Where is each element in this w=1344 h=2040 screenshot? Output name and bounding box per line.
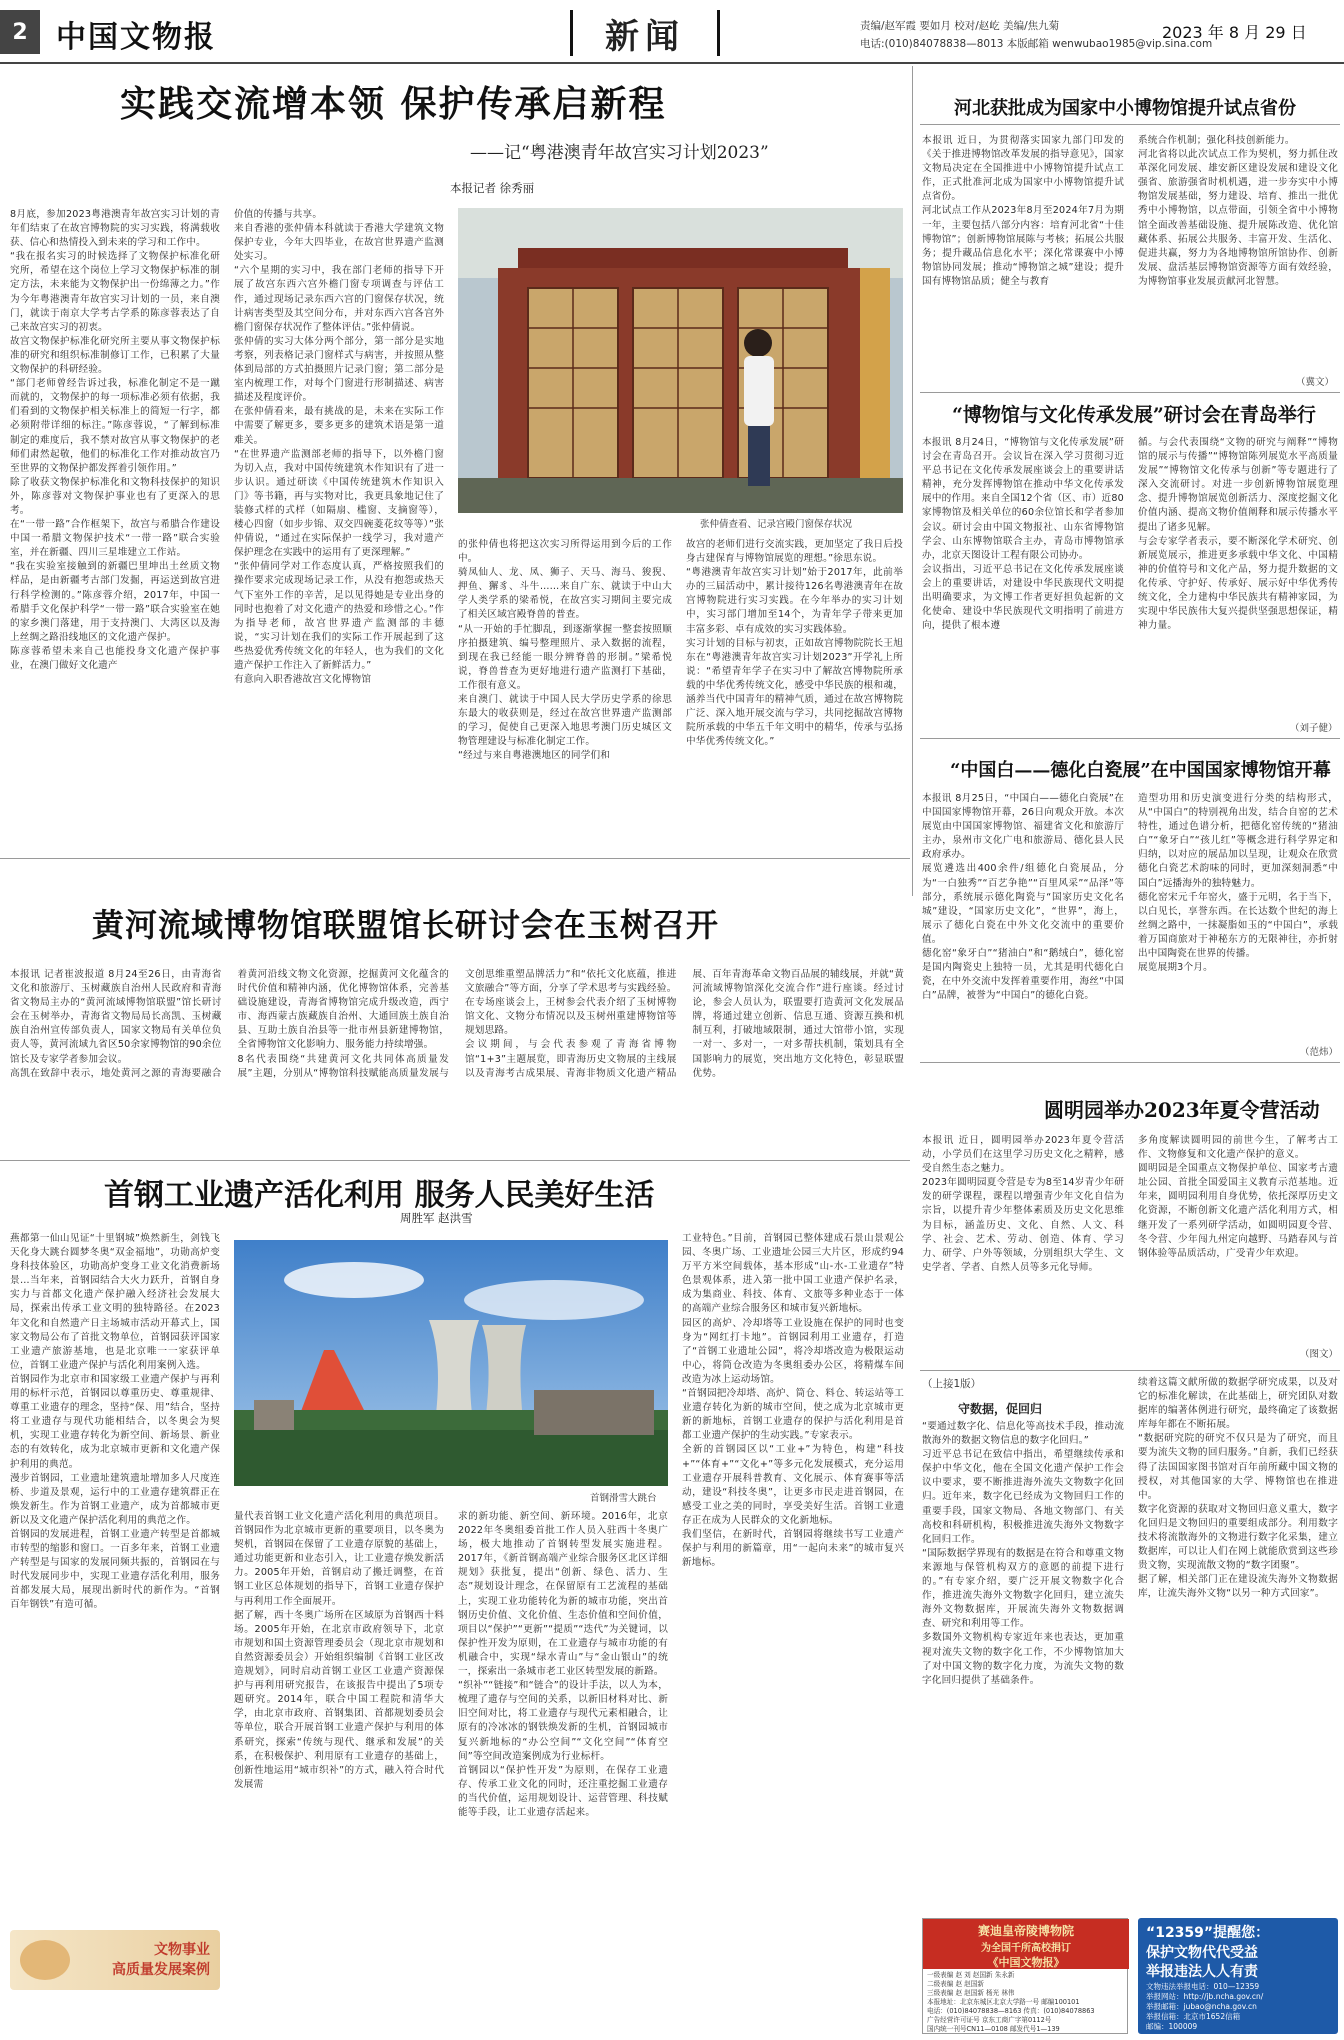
- ad-left-details: 一级表编 赵 刘 赵国新 朱永新 二级表编 赵 赵国新 三级表编 赵 赵国新 杨光 林伟 本报地址：北京东城区北京大学路一号 邮编100101 电话：(010)84078838—8163 传真：(010)84078863 广告经营许可证号 京东工商广字第0112号 国内统一刊号CN11—0108 邮发代号1—139: [927, 1971, 1095, 2033]
- right2-title: “博物馆与文化传承发展”研讨会在青岛举行: [952, 404, 1316, 426]
- ad-right-details: 文物违法举报电话：010—12359 举报网站：http://jb.ncha.gov.cn/ 举报邮箱：jubao@ncha.gov.cn 举报信箱：北京市1652信箱 邮编：100009: [1146, 1982, 1264, 2031]
- article1-col2: 价值的传播与共享。 来自香港的张仲倩本科就读于香港大学建筑文物保护专业，今年大四毕业，在故宫世界遗产监测处实习。 “六个星期的实习中，我在部门老师的指导下开展了故宫东西六宫外檐门窗专项调查与评估工作，通过现场记录东西六宫的门窗保存状况，统计病害类型及其空间分布，并对东西六宫各宫外檐门窗保存状况作了整体评估。”张仲倩说。 张仲倩的实习大体分两个部分，第一部分是实地考察，列表格记录门窗样式与病害，并按照从整体到局部的方式拍摄照片记录门窗；第二部分是室内梳理工作，对每个门窗进行形制描述、病害描述及程度评价。 在张仲倩看来，最有挑战的是，未来在实际工作中需要了解更多，要多更多的建筑术语是第一道难关。 “在世界遗产监测部老师的指导下，以外檐门窗为切入点，我对中国传统建筑木作知识有了进一步认识。通过研读《中国传统建筑木作知识入门》等书籍，再与实物对比，我更具象地记住了装修式样的式样（如隔扇、槛窗、支摘窗等），楼心四窗（如步步锦、双交四碗菱花纹等等）”张仲倩说，“通过在实际保护一线学习，我对遗产保护理念在实践中的运用有了更深理解。” “张仲倩同学对工作态度认真，严格按照我们的操作要求完成现场记录工作，从没有抱怨或热天气下室外工作的辛苦，足以见得她是专业出身的同时也抱着了对文化遗产的热爱和珍惜之心。”作为指导老师，故宫世界遗产监测部的丰德说，“实习计划在我们的实际工作开展起到了这些热爱优秀传统文化的年轻人，也为我们的文化遗产保护工作注入了新鲜活力。” 有意向入职香港故宫文化博物馆: [234, 209, 444, 686]
- article1-photo-caption: 张仲倩查看、记录宫殿门窗保存状况: [700, 519, 853, 530]
- right1-col1: 本报讯 近日，为贯彻落实国家九部门印发的《关于推进博物馆改革发展的指导意见》，国家文物局决定在全国推进中小博物馆提升试点工作，正式批准河北成为国家中小博物馆提升试点省份。 河北试点工作从2023年8月至2024年7月为期一年，主要包括八部分内容：培育河北省“十佳博物馆”；创新博物馆展陈与考核；拓展公共服务；提升藏品信息化水平；深化常课赛中小博物馆协同发展；推动“博物馆之城”建设；提升国有博物馆品质；健全与教育: [922, 135, 1124, 287]
- right4-col1: 本报讯 近日，圆明园举办2023年夏令营活动，小学员们在这里学习历史文化之精粹，感受自然生态之魅力。 2023年圆明园夏令营是专为8至14岁青少年研发的研学课程，课程以增强青少年文化自信为宗旨，以提升青少年整体素质及历史文化思维为目标，涵盖历史、文化、自然、人文、科学、社会、艺术、劳动、创造、体育、学习力、研学、户外等领域，分别组织大学生、文史学者、学者、自然人员等多元化导师。: [922, 1135, 1124, 1273]
- section-title: 新闻: [570, 10, 720, 56]
- article2-body: 本报讯 记者崔波报道 8月24至26日，由青海省文化和旅游厅、玉树藏族自治州人民政府和青海省文物局主办的“黄河流域博物馆联盟”馆长研讨会在玉树举办，青海省文物局局长高凯、玉树藏族自治州宣传部负责人，国家文物局有关单位负责人等，黄河流域九省区50余家博物馆的90余位馆长及专家学者参加会议。 高凯在致辞中表示，地处黄河之源的青海要融合着黄河沿线文物文化资源，挖掘黄河文化蕴含的时代价值和精神内涵，优化博物馆体系，完善基础设施建设，青海省博物馆完成升级改造，西宁市、海西蒙古族藏族自治州、大通回族土族自治县、互助土族自治县等一批市州县新建博物馆，全省博物馆文化影响力、服务能力持续增强。 8名代表围绕“共建黄河文化共同体高质量发展”主题，分别从“博物馆科技赋能高质量发展与文创思维重塑品牌活力”和“依托文化底蕴，推进文旅融合”等方面，分享了学术思考与实践经验。在专场座谈会上，王树参会代表介绍了玉树博物馆文化、文物分布情况以及玉树州重建博物馆等规划思路。 会议期间，与会代表参观了青海省博物馆“1+3”主题展览，即青海历史文物展的主线展以及青海考古成果展、青海非物质文化遗产精品展、百年青海革命文物百品展的辅线展，并就“黄河流域博物馆深化交流合作”进行座谈。经过讨论，参会人员认为，联盟要打造黄河文化发展品牌，将通过建立创新、信息互通、资源互换和机制互利，打破地域限制，通过大馆带小馆，实现一对一、多对一，一对多帮扶机制，策划具有全国影响力的展览，突出地方文化特色，彰显联盟优势。: [10, 969, 904, 1079]
- badge-emblem-icon: [20, 1940, 70, 1980]
- right4-title: 圆明园举办2023年夏令营活动: [1044, 1098, 1320, 1122]
- continued-col1: “要通过数字化、信息化等高技术手段，推动流散海外的数据文物信息的数字化回归。” 习近平总书记在致信中指出，希望继续传承和保护中华文化，他在全国文化遗产保护工作会议中要求，要不断推进海外流失文物数字化回归。近年来，数字化已经成为文物回归工作的重要手段，国家文物局、各地文物部门、有关高校和科研机构，积极推进流失海外文物数字化回归工作。 “国际数据学界现有的数据是在符合和尊重文物来源地与保管机构双方的意愿的前提下进行的。”有专家介绍，要广泛开展文物数字化合作，推进流失海外文物数字化回归，建立流失海外文物数据库，开展流失海外文物数据调查、研究和利用等工作。 多数国外文物机构专家近年来也表达，更加重视对流失文物的数字化工作，不少博物馆加大了对中国文物的数字化力度，为流失文物的数字化回归提供了基础条件。: [922, 1421, 1124, 1686]
- ad-left-banner: [923, 1919, 1129, 1969]
- right2-bottom-rule: [920, 738, 1340, 739]
- right4-col2: 多角度解读圆明园的前世今生，了解考古工作、文物修复和文化遗产保护的意义。 圆明园是全国重点文物保护单位、国家考古遗址公园、首批全国爱国主义教育示范基地。近年来，圆明园利用自身优势，依托深厚历史文化资源，不断创新文化遗产活化利用方式，相继开发了一系列研学活动，如圆明园夏令营、冬令营、少年闯九州定向越野、马踏春风与首钢体验等品质活动，广受青少年欢迎。: [1138, 1135, 1338, 1259]
- ad-left-line2: 为全国千所高校捐订: [981, 1943, 1071, 1954]
- article2-top-rule: [0, 858, 910, 859]
- article1-col3: 的张仲倩也将把这次实习所得运用到今后的工作中。 骑凤仙人、龙、凤、狮子、天马、海马、狻猊、押鱼、獬豸、斗牛……来自广东、就读于中山大学人类学系的梁希悦，在故宫实习期间主要完成了相关区域宫殿脊兽的普查。 “从一开始的手忙脚乱，到逐渐掌握一整套按照顺序拍摄建筑、编号整理照片、录入数据的流程，到现在我已经能一眼分辨脊兽的形制。”梁希悦说，脊兽普查为更好地进行遗产监测打下基础，工作很有意义。 来自澳门、就读于中国人民大学历史学系的徐思东最大的收获则是，经过在故宫世界遗产监测部的学习，促使自己更深入地思考澳门历史城区文物管理建设与标准化制定工作。 “经过与来自粤港澳地区的同学们和: [458, 539, 672, 762]
- article3-byline: 周胜军 赵洪雪: [400, 1211, 473, 1225]
- right1-col2: 系统合作机制；强化科技创新能力。 河北省将以此次试点工作为契机，努力抓住改革深化同发展、雄安新区建设发展和建设文化强省、旅游强省时机机遇，进一步夯实中小博物馆发展基础，努力建设、培育、推出一批优秀中小博物馆，以点带面，引领全省中小博物馆全面改善基础设施、提升展陈改造、优化馆藏体系、拓展公共服务、丰富开发、生活化、促进共赢，努力为各地博物馆所馆协作、创新发展、盘活基层博物馆资源等方面有效经验，为博物馆事业发展贡献河北智慧。: [1138, 135, 1338, 287]
- article2-title: 黄河流域博物馆联盟馆长研讨会在玉树召开: [92, 906, 720, 944]
- ad-left-line1: 赛迪皇帝陵博物院: [977, 1924, 1074, 1938]
- right1-signoff: （冀文）: [1296, 377, 1335, 388]
- continued-col2: 续着这篇文献所做的数据学研究成果，以及对它的标准化解读，在此基础上，研究团队对数据库的编著体例进行研究，最终确定了该数据库每年都在不断拓展。 “数据研究院的研究不仅只是为了研究，而且要为流失文物的回归服务。”自新，我们已经获得了法国国家图书馆对百年前所藏中国文物的授权，对其他国家的大学、博物馆也在推进中。 数字化资源的获取对文物回归意义重大，数字化回归是文物回归的重要组成部分。利用数字技术将流散海外的文物进行数字化采集，建立数据库，可以让人们在网上就能欣赏到这些珍贵文物，实现流散文物的“数字团聚”。 据了解，相关部门正在建设流失海外文物数据库，让流失海外文物“以另一种方式回家”。: [1138, 1377, 1338, 1600]
- right3-title: “中国白——德化白瓷展”在中国国家博物馆开幕: [950, 760, 1331, 781]
- article3-photo-caption: 首钢滑雪大跳台: [590, 1493, 657, 1504]
- ad-left: [922, 1918, 1128, 2034]
- masthead-rule: [0, 62, 1344, 64]
- column-divider: [912, 66, 913, 896]
- paper-name-logo: 中国文物报: [56, 20, 216, 55]
- right4-signoff: （图文）: [1300, 1349, 1339, 1360]
- right2-signoff: （刘子健）: [1290, 723, 1338, 734]
- right3-signoff: （范炜）: [1300, 1047, 1339, 1058]
- ad-right-line1: 保护文物代代受益: [1146, 1945, 1258, 1961]
- right2-col1: 本报讯 8月24日，“博物馆与文化传承发展”研讨会在青岛召开。会议旨在深入学习贯彻习近平总书记在文化传承发展座谈会上的重要讲话精神，充分发挥博物馆在推动中华文化传承发展中的作用。来自全国12个省（区、市）近80家博物馆及相关单位的60余位馆长和学者参加会议。研讨会由中国文物报社、山东省博物馆学会、山东博物馆联合主办，青岛市博物馆承办，北京天图设计工程有限公司协办。 会议指出，习近平总书记在文化传承发展座谈会上的重要讲话，对建设中华民族现代文明提出明确要求，为文博工作者更好担负起新的文化使命、建设中华民族现代文明指明了前进方向，提供了根本遵: [922, 437, 1124, 632]
- article3-col2: 量代表首钢工业文化遗产活化利用的典范项目。首钢园作为北京城市更新的重要项目，以冬奥为契机，首钢园在保留了工业遗存原貌的基础上，通过功能更新和业态引入，让工业遗存焕发新活力。2005年开始，首钢启动了搬迁调整，在首钢工业区总体规划的指导下，首钢工业遗存保护与再利用工作全面展开。 据了解，西十冬奥广场所在区域原为首钢西十料场。2005年开始，在北京市政府领导下，北京市规划和国土资源管理委员会（现北京市规划和自然资源委员会）开始组织编制《首钢工业区改造规划》，同时启动首钢工业区工业遗产资源保护与再利用研究报告，在该报告中提出了5项专题研究。2014年，联合中国工程院和清华大学，由北京市政府、首钢集团、首都规划委员会等单位，联合开展首钢工业遗产保护与利用的体系研究，探索“传统与现代、继承和发展”的关系，在积极保护、利用原有工业遗存的基础上，创新性地运用“城市织补”的方式，融入符合时代发展需: [234, 1511, 444, 1790]
- right3-col1: 本报讯 8月25日，“中国白——德化白瓷展”在中国国家博物馆开幕，26日向观众开放。本次展览由中国国家博物馆、福建省文化和旅游厅主办，泉州市文化广电和旅游局、德化县人民政府承办。 展览遴选出400余件/组德化白瓷展品，分为“一白独秀”“百艺争艳”“百里风采”“品泽”等部分，系统展示德化陶瓷与“国家历史文化名城”建设，“国家历史文化”，“世界”，海上，展示了德化白瓷在中外文化交流中的重要价值。 德化窑“象牙白”“猪油白”和“鹅绒白”，德化窑是国内陶瓷史上独特一员，尤其是明代德化白瓷，在中外交流中发挥着重要作用，海丝“中国白”品牌，被誉为“中国白”的德化白瓷。: [922, 793, 1124, 1002]
- palace-window-illustration: [458, 208, 903, 513]
- article3-col1: 燕都第一仙山见证“十里钢城”焕然新生，剑钱飞天化身大跳台圆梦冬奥“双金福地”，功勋高炉变身科技体验区，功勋高炉变身工业文化消费新场景…当年来，首钢园结合大火力跃升，首钢自身实力与首都文化遗产保护融入经济社会发展大局，探索出传承工业文明的独特路径。在2023年文化和自然遗产日主场城市活动开幕式上，国家文物局公布了首批文物单位，首钢园获评国家工业遗产旅游基地，也是北京唯一一家获评单位，首钢工业遗产保护与活化利用案例入选。 首钢园作为北京市和国家级工业遗产保护与再利用的标杆示范，首钢园以尊重历史、尊重规律、尊重工业遗存的理念，坚持“保、用”结合，坚持将工业遗存与现代功能相结合，以冬奥会为契机，实现工业遗存转化为新空间、新场景、新业态的有效转化，成为北京城市更新和文化遗产保护利用的典范。 漫步首钢园，工业遗址建筑遗址增加多人尺度连桥、步道及景观，运行中的工业遗存建筑群正在焕发新生。作为首钢工业遗产，成为首都城市更新以及文化遗产保护活化利用的典范之作。 首钢园的发展进程，首钢工业遗产转型是首都城市转型的缩影和窗口。一百多年来，首钢工业遗产转型是与国家的发展同频共振的，首钢园在与时代发展同步中，实现工业遗存活化利用，服务首都发展大局，展现出新时代的新作为。“首钢百年钢铁”有造可循。: [10, 1233, 220, 1611]
- continued-label: （上接1版）: [922, 1378, 982, 1390]
- shougang-park-illustration: [234, 1240, 668, 1486]
- article1-title: 实践交流增本领 保护传承启新程: [120, 83, 667, 125]
- article3-col3: 求的新功能、新空间、新环境。2016年，北京2022年冬奥组委首批工作人员入驻西十冬奥广场，极大地推动了首钢转型发展实施进程。2017年，《新首钢高端产业综合服务区北区详细规划》获批复，提出“创新、绿色、活力、生态”规划设计理念，在保留原有工艺流程的基础上，实现工业功能转化为新的城市功能，突出首钢历史价值、文化价值、生态价值和空间价值，项目以“保护”“更新”“提质”“迭代”为关键词，以保护性开发为原则，在工业遗存与城市功能的有机融合中，实现“绿水青山”与“金山银山”的统一，探索出一条城市老工业区转型发展的新路。 “织补”“链接”和“链合”的设计手法，以人为本，梳理了遗存与空间的关系，以新旧材料对比、新旧空间对比，将工业遗存与现代元素相融合，让原有的冷冰冰的钢铁焕发新的生机，首钢园城市复兴新地标的“办公空间”“文化空间”“体育空间”等空间改造案例成为行业标杆。 首钢园以“保护性开发”为原则，在保存工业遗存、传承工业文化的同时，还注重挖掘工业遗存的当代价值，运用规划设计、运营管理、科技赋能等手段，让工业遗存活起来。: [458, 1511, 668, 1818]
- right1-bottom-rule: [920, 392, 1340, 393]
- ad-right-title: “12359”提醒您：: [1146, 1925, 1270, 1941]
- continued-subhead: 守数据，促回归: [958, 1402, 1043, 1416]
- continued-top-rule: [920, 1370, 1340, 1371]
- issue-date: 2023 年 8 月 29 日: [1162, 23, 1307, 42]
- right3-col2: 造型功用和历史演变进行分类的结构形式，从“中国白”的特别视角出发，结合自窑的艺术特性，通过色谱分析，把德化窑传统的“猪油白”“象牙白”“孩儿红”等概念进行科学界定和归纳，以对应的展品加以呈现，让观众在欣赏德化白瓷艺术韵味的同时，更加深刻洞悉“中国白”远播海外的独特魅力。 德化窑宋元千年窑火，盛于元明，名于当下，以白见长，享誉东西。在长达数个世纪的海上丝绸之路中，一抹凝脂如玉的“中国白”，承载着万国商旅对于神秘东方的无限神往，亦折射出中国陶瓷在世界的传播。 展览展期3个月。: [1138, 793, 1338, 974]
- right3-bottom-rule: [920, 1062, 1340, 1063]
- right2-col2: 循。与会代表围绕“文物的研究与阐释”“博物馆的展示与传播”“博物馆陈列展览水平高质量发展”“博物馆文化传承与创新”等专题进行了深入交流研讨。对进一步创新博物馆展览理念、提升博物馆展览创新活力、深度挖掘文化价值内涵、提高文物价值阐释和展示传播水平提出了诸多见解。 与会专家学者表示，要不断深化学术研究、创新展览展示，推进更多承载中华文化、中国精神的价值符号和文化产品，努力提升数据的文化传承、守护好、传承好、展示好中华优秀传统文化，全力建构中华民族共有精神家园，为实现中华民族伟大复兴提供坚强思想保证，精神力量。: [1138, 437, 1338, 632]
- contact-line: 电话:(010)84078838—8013 本版邮箱 wenwubao1985@vip.sina.com: [860, 38, 1213, 50]
- ad-right: [1138, 1918, 1338, 2034]
- page-number: 2: [0, 10, 40, 54]
- article1-subtitle: ——记“粤港澳青年故宫实习计划2023”: [470, 143, 769, 163]
- right1-title: 河北获批成为国家中小博物馆提升试点省份: [954, 98, 1296, 119]
- case-badge-text: 文物事业 高质量发展案例: [112, 1942, 210, 1978]
- article3-col4: 工业特色。”目前，首钢园已整体建成石景山景观公园、冬奥广场、工业遗址公园三大片区，形成约94万平方米空间载体，基本形成“山-水-工业遗存”特色景观体系，进入第一批中国工业遗产保护名录，成为集商业、科技、体育、文旅等多种业态于一体的高端产业综合服务区和城市复兴新地标。 园区的高炉、冷却塔等工业设施在保护的同时也变身为“网红打卡地”。首钢园利用工业遗存，打造了“首钢工业遗址公园”，将冷却塔改造为极限运动中心，将筒仓改造为冬奥组委办公区，将精煤车间改造为冰上运动场馆。 “首钢园把冷却塔、高炉、筒仓、料仓、转运站等工业遗存转化为新的城市空间，使之成为北京城市更新的新地标，首钢工业遗存的保护与活化利用是首都工业遗产保护的生动实践。”专家表示。 全新的首钢园区以“工业+”为特色，构建“科技+”“体育+”“文化+”等多元化发展模式，充分运用工业遗存开展科普教育、文化展示、体育赛事等活动，建设“科技冬奥”，让更多市民走进首钢园，在感受工业之美的同时，享受美好生活。首钢工业遗存正在成为人民群众的文化新地标。 我们坚信，在新时代，首钢园将继续书写工业遗产保护与利用的新篇章，用“一起向未来”的城市复兴新地标。: [682, 1233, 904, 1569]
- ad-right-line2: 举报违法人人有责: [1146, 1964, 1258, 1980]
- editor-credits: 责编/赵军霞 要如月 校对/赵屹 美编/焦九菊: [860, 20, 1060, 32]
- article1-byline: 本报记者 徐秀丽: [450, 181, 535, 195]
- article1-col1: 8月底，参加2023粤港澳青年故宫实习计划的青年们结束了在故宫博物院的实习实践，将满载收获、信心和热情投入到未来的学习和工作中。 “我在报名实习的时候选择了文物保护标准化研究所，希望在这个岗位上学习文物保护标准的制定方法，未来能为文物保护出一份绵薄之力。”作为今年粤港澳青年故宫实习计划的一员，来自澳门，就读于南京大学考古学系的陈彦蓉表达了自己来故宫实习的初衷。 故宫文物保护标准化研究所主要从事文物保护标准的研究和组织标准制修订工作，已积累了大量文物保护的科研经验。 “部门老师曾经告诉过我，标准化制定不是一蹴而就的，文物保护的每一项标准必须有依据，我们看到的文物保护相关标准上的简短一行字，都必须附带详细的标注。”陈彦蓉说，“了解到标准制定的难度后，我不禁对故宫从事文物保护的老师们肃然起敬，他们的标准化工作对推动故宫乃至世界的文物保护都发挥着引领作用。” 除了收获文物保护标准化和文物科技保护的知识外，陈彦蓉对文物保护事业也有了更深入的思考。 在“一带一路”合作框架下，故宫与希腊合作建设中国一希腊文物保护技术“一带一路”联合实验室，并在新疆、四川三星堆建立工作站。 “我在实验室接触到的新疆巴里坤出土丝质文物样品，是由新疆考古部门发掘，再运送到故宫进行科学检测的。”陈彦蓉介绍，2017年，中国一希腊手文化保护科学“一带一路”联合实验室在她的家乡澳门落建，用于支持澳门、大湾区以及海上丝绸之路沿线地区的文化遗产保护。 陈彦蓉希望未来自己也能投身文化遗产保护事业，在澳门做好文化遗产: [10, 209, 220, 671]
- article3-title: 首钢工业遗产活化利用 服务人民美好生活: [104, 1178, 655, 1213]
- article3-photo: [234, 1240, 668, 1486]
- article2-bottom-rule: [0, 1160, 910, 1161]
- article1-col4: 故宫的老师们进行交流实践，更加坚定了我日后投身古建保育与博物馆展览的理想。”徐思东说。 “粤港澳青年故宫实习计划”始于2017年，此前举办的三届活动中，累计接待126名粤港澳青年在故宫博物院进行实习实践。在今年举办的实习计划中，实习部门增加至14个，为青年学子带来更加丰富多彩、卓有成效的实习实践体验。 实习计划的目标与初衷，正如故宫博物院院长王旭东在“粤港澳青年故宫实习计划2023”开学礼上所说：“希望青年学子在实习中了解故宫博物院所承载的中华优秀传统文化，感受中华民族的根和魂，涵养当代中国青年的精神气质，通过在故宫博物院广泛、深入地开展交流与学习，共同挖掘故宫博物院所承载的中华五千年文明中的精华，传承与弘扬中华优秀传统文化。”: [686, 539, 903, 748]
- case-badge: [10, 1930, 220, 1990]
- ad-left-line3: 《中国文物报》: [987, 1956, 1065, 1969]
- right1-rule: [920, 124, 1340, 125]
- article1-photo: [458, 208, 903, 513]
